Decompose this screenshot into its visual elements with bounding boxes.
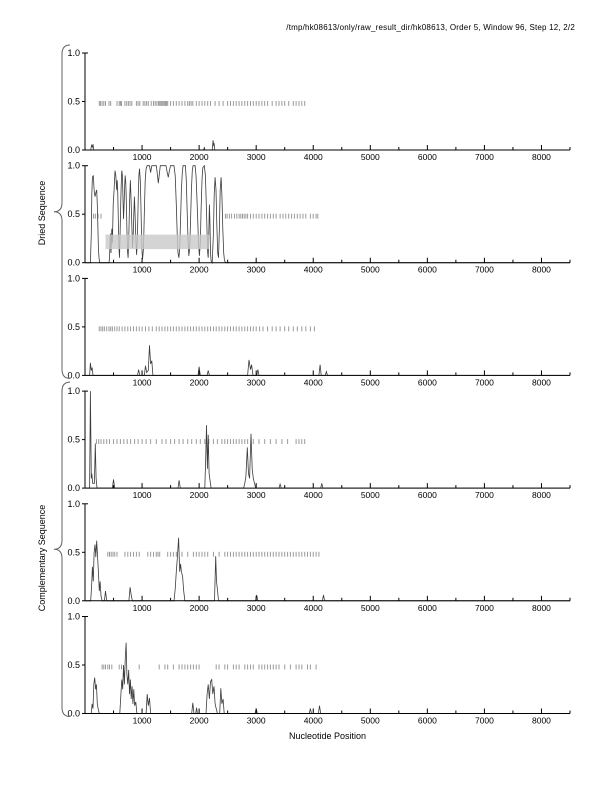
axes [82,617,570,714]
panel-3 [67,273,570,387]
y-group-label-dried-sequence: Dried Sequence [37,180,47,246]
panel-2 [67,161,570,275]
axes [82,504,570,601]
x-tick-label: 8000 [532,152,551,162]
y-tick-label: 1.0 [67,48,80,58]
y-tick-label: 0.0 [67,708,80,719]
x-tick-label: 1000 [132,602,152,613]
x-tick-label: 2000 [189,490,209,501]
x-tick-label: 4000 [303,715,323,726]
plot-title: /tmp/hk08613/only/raw_result_dir/hk08613, Order 5, Window 96, Step 12, 2/2 [286,23,575,32]
axes [82,391,570,488]
x-tick-label: 4000 [303,602,323,613]
x-tick-label: 7000 [474,377,494,388]
x-tick-label: 5000 [360,152,380,162]
y-tick-label: 1.0 [67,386,80,397]
y-group-label-complementary-sequence: Complementary Sequence [37,504,47,612]
x-tick-label: 2000 [189,377,209,388]
x-tick-label: 4000 [303,264,323,275]
y-tick-label: 0.0 [67,483,80,494]
x-tick-label: 2000 [189,715,209,726]
x-tick-label: 6000 [417,377,437,388]
x-tick-label: 3000 [246,490,266,501]
x-tick-label: 3000 [246,377,266,388]
y-tick-label: 1.0 [67,611,80,622]
y-tick-label: 0.0 [67,145,80,155]
panel-1 [67,48,570,162]
y-tick-label: 0.5 [67,96,80,107]
x-axis-title: Nucleotide Position [288,731,367,741]
y-tick-label: 0.0 [67,257,80,268]
x-tick-label: 6000 [417,152,437,162]
x-tick-label: 2000 [189,264,209,275]
x-tick-label: 3000 [246,152,266,162]
y-tick-label: 1.0 [67,498,80,509]
x-tick-label: 7000 [474,152,494,162]
hit-markers [108,552,319,557]
probability-curve [85,643,570,714]
y-tick-label: 1.0 [67,273,80,284]
x-tick-label: 3000 [246,264,266,275]
hit-markers [102,665,316,670]
y-tick-label: 0.5 [67,660,80,670]
x-tick-label: 6000 [417,490,437,501]
x-tick-label: 2000 [189,602,209,613]
x-tick-label: 1000 [132,264,152,275]
axes [82,278,570,375]
x-tick-label: 7000 [474,602,494,613]
x-tick-label: 7000 [474,490,494,501]
x-tick-label: 1000 [132,490,152,501]
x-tick-label: 8000 [532,715,551,726]
y-tick-label: 0.0 [67,370,80,381]
x-tick-label: 5000 [360,602,380,613]
x-tick-label: 4000 [303,377,323,388]
hit-markers [99,326,314,331]
panel-6 [67,612,570,726]
y-tick-label: 1.0 [67,160,80,171]
panel-4 [67,386,570,500]
x-tick-label: 1000 [132,377,152,388]
y-tick-label: 0.5 [67,547,80,558]
highlight-band [106,235,210,250]
probability-curve [85,538,570,601]
x-tick-label: 8000 [532,490,551,501]
y-tick-label: 0.5 [67,321,80,332]
x-tick-label: 4000 [303,152,323,162]
x-tick-label: 7000 [474,264,494,275]
x-tick-label: 5000 [360,490,380,501]
x-tick-label: 3000 [246,602,266,613]
hit-markers [96,439,304,444]
hit-markers [94,214,318,219]
y-tick-label: 0.5 [67,209,80,220]
x-tick-label: 8000 [532,264,551,275]
probability-curve [85,345,570,375]
x-tick-label: 1000 [132,152,152,162]
probability-curve [85,140,570,150]
x-tick-label: 6000 [417,715,437,726]
x-tick-label: 1000 [132,715,152,726]
x-tick-label: 5000 [360,264,380,275]
panel-5 [67,499,570,613]
x-tick-label: 6000 [417,264,437,275]
x-tick-label: 3000 [246,715,266,726]
x-tick-label: 2000 [189,152,209,162]
x-tick-label: 7000 [474,715,494,726]
x-tick-label: 4000 [303,490,323,501]
x-tick-label: 5000 [360,377,380,388]
x-tick-label: 5000 [360,715,380,726]
probability-curve [85,391,570,488]
x-tick-label: 8000 [532,602,551,613]
x-tick-label: 6000 [417,602,437,613]
hit-markers [99,101,304,106]
y-tick-label: 0.0 [67,595,80,606]
y-tick-label: 0.5 [67,434,80,445]
x-tick-label: 8000 [532,377,551,388]
